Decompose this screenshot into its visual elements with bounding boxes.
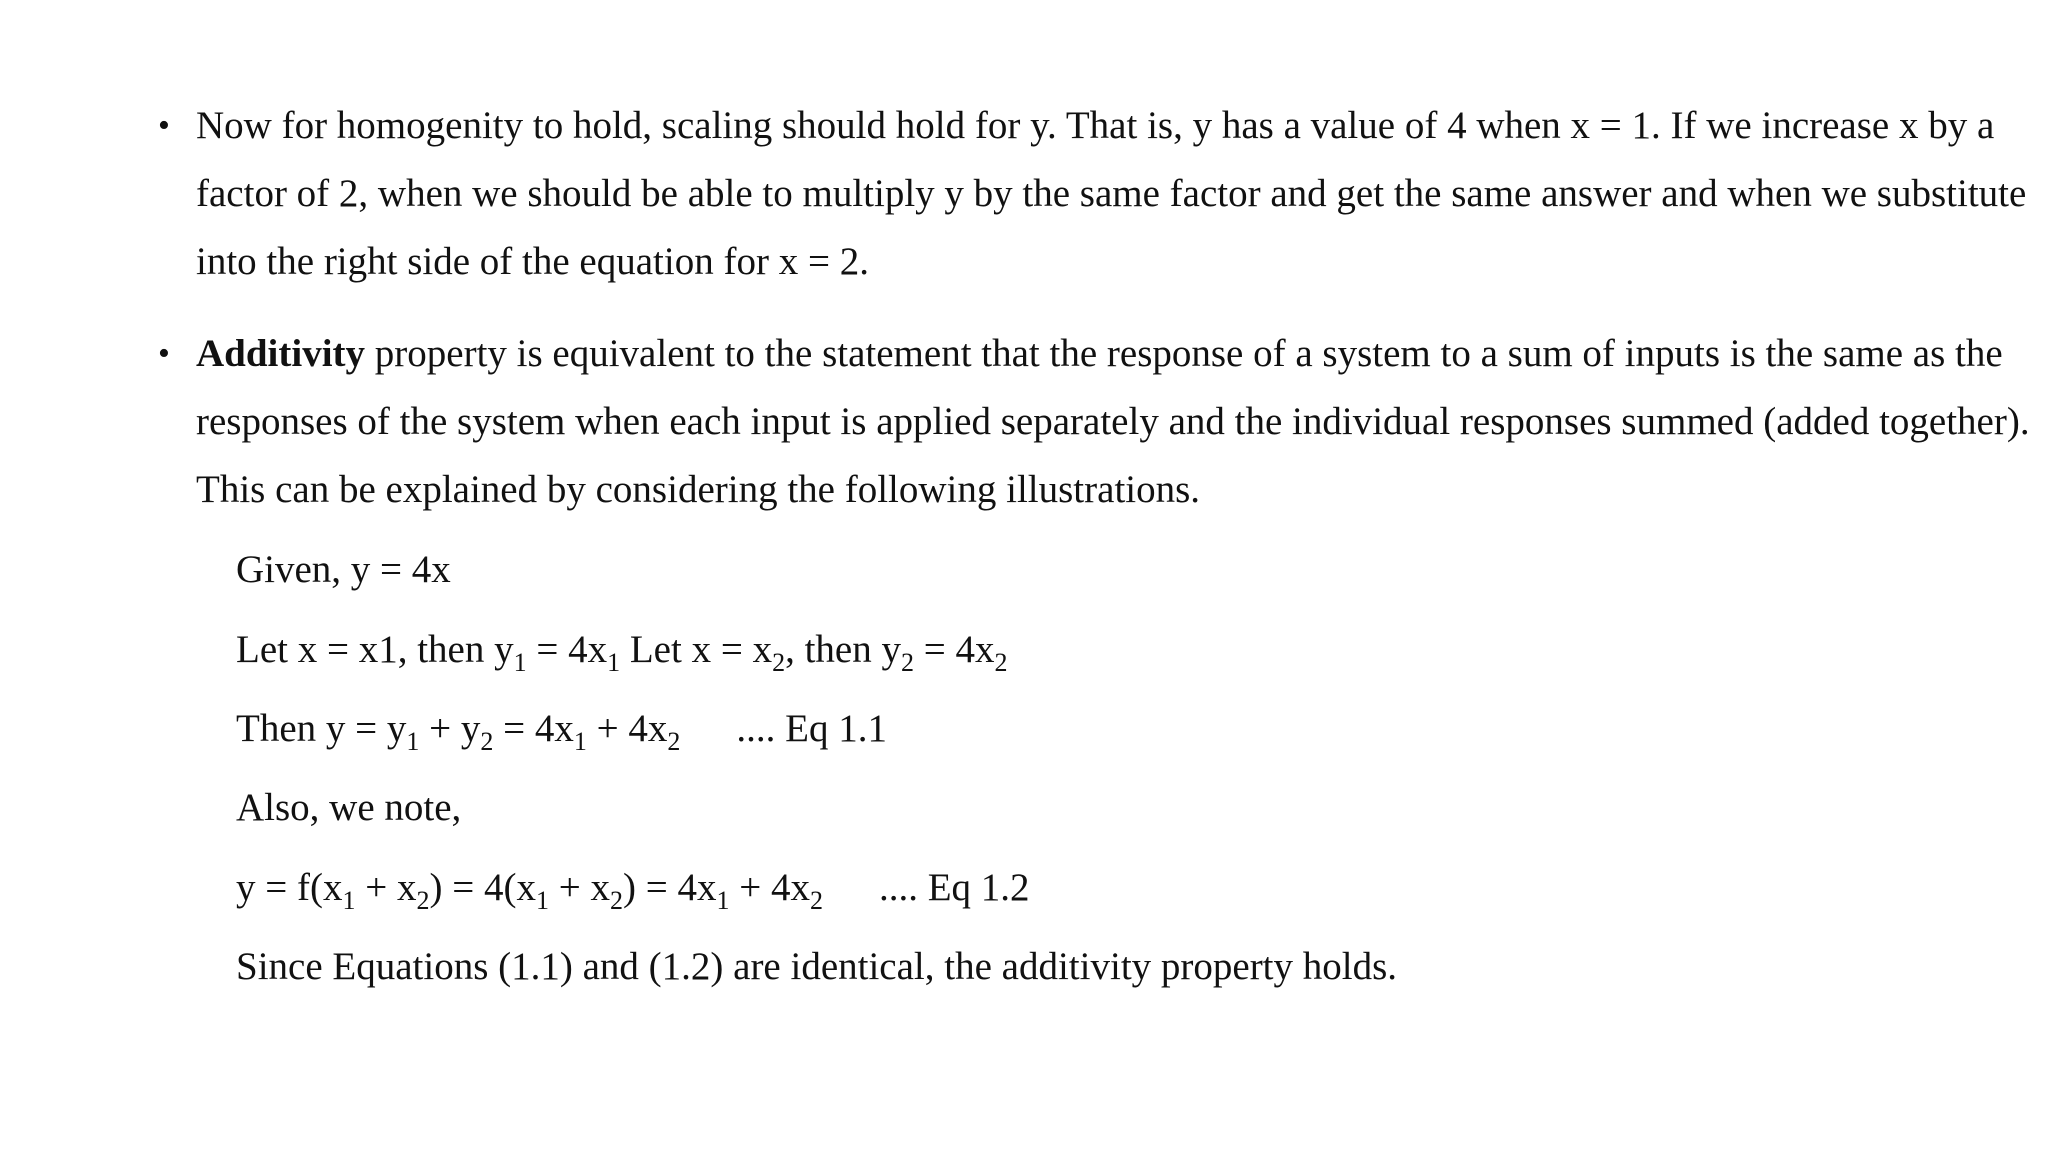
plus-text: + x [355, 866, 417, 909]
subscript: 1 [573, 727, 587, 756]
also-text: Also, we note, [236, 786, 462, 829]
equation-1-1-line [236, 705, 887, 756]
given-text: Given, y = 4x [236, 548, 451, 591]
then-text: Then y = y [236, 707, 407, 750]
subscript: 1 [607, 648, 621, 677]
subscript: 2 [667, 727, 681, 756]
then-text: , then y [785, 628, 901, 671]
subscript: 2 [416, 886, 430, 915]
subscript: 2 [480, 727, 494, 756]
subscript: 2 [609, 886, 623, 915]
eq-text: = 4x [526, 628, 608, 671]
eq-text: ) = 4(x [429, 866, 536, 909]
subscript: 1 [513, 648, 527, 677]
plus-text: + 4x [729, 866, 810, 909]
bullet-dot: • [158, 107, 170, 144]
subscript: 2 [994, 648, 1008, 677]
plus-text: + x [548, 866, 610, 909]
given-line [236, 546, 451, 594]
since-line [236, 943, 1397, 991]
paren-text: ) [622, 866, 636, 909]
bullet-text [196, 320, 2048, 524]
subscript: 2 [772, 648, 786, 677]
subscript: 1 [406, 727, 420, 756]
let-line [236, 626, 1008, 677]
eq-text: = 4x [493, 707, 574, 750]
plus-text: + y [419, 707, 481, 750]
subscript: 1 [716, 886, 730, 915]
equation-label: .... Eq 1.1 [736, 707, 887, 750]
plus-text: + 4x [586, 707, 668, 750]
additivity-term: Additivity [196, 332, 366, 375]
subscript: 2 [809, 886, 823, 915]
also-line [236, 784, 461, 832]
homogeneity-paragraph: Now for homogenity to hold, scaling should hold for y. That is, y has a value of 4 when x = 1. If we increase x by a factor of 2, when we should be able to multiply y by the same factor and get the same answer and when we substitute into the right side of the equation for x = 2. [196, 104, 2027, 283]
equation-label: .... Eq 1.2 [878, 866, 1030, 909]
bullet-dot: • [158, 335, 170, 372]
let-text-a: Let x = x1, then y [236, 628, 514, 671]
eq-text: = 4x [913, 628, 995, 671]
function-text: y = f(x [236, 866, 343, 909]
additivity-paragraph: property is equivalent to the statement that the response of a system to a sum of inputs is the same as the responses of the system when each input is applied separately and the individual responses summed (added together). This can be explained by considering the following illustrations. [196, 332, 2030, 511]
subscript: 1 [342, 886, 356, 915]
subscript: 2 [900, 648, 914, 677]
subscript: 1 [535, 886, 549, 915]
bullet-text [196, 92, 2048, 296]
eq-text: = 4x [635, 866, 717, 909]
since-text: Since Equations (1.1) and (1.2) are identical, the additivity property holds. [236, 945, 1398, 988]
equation-1-2-line [236, 864, 1030, 915]
let-text-b: Let x = x [620, 628, 773, 671]
